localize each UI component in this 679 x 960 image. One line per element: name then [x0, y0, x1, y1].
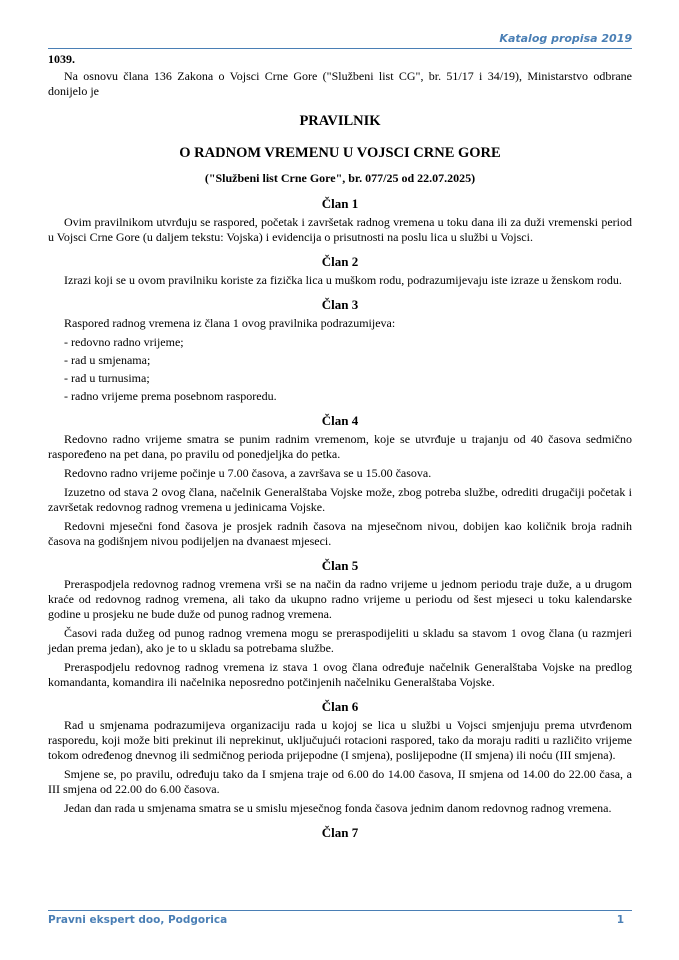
article-paragraph: Preraspodjelu redovnog radnog vremena iz stava 1 ovog člana određuje načelnik Generalštaba Vojske na predlog komandanta, komandira ili načelnika neposredno potčinjenih načelniku Generalštaba Vojske. — [48, 660, 632, 689]
article-heading: Član 1 — [321, 196, 359, 211]
article-paragraph: Smjene se, po pravilu, određuju tako da I smjena traje od 6.00 do 14.00 časova, II smjena od 14.00 do 22.00 časa, a III smjena od 22.00 do 6.00 časova. — [48, 767, 632, 796]
preamble: Na osnovu člana 136 Zakona o Vojsci Crne Gore ("Službeni list CG", br. 51/17 i 34/19), Ministarstvo odbrane donijelo je — [48, 69, 632, 98]
list-item: - rad u smjenama; — [64, 353, 151, 367]
article-paragraph: Ovim pravilnikom utvrđuju se raspored, početak i završetak radnog vremena u toku dana ili za duži vremenski period u Vojsci Crne Gore (u daljem tekstu: Vojska) i evidencija o prisutnosti na poslu lica u službi u Vojsci. — [48, 215, 632, 244]
article-paragraph: Časovi rada dužeg od punog radnog vremena mogu se preraspodijeliti u skladu sa stavom 1 ovog člana (u razmjeri jedan prema jedan), ako je to u skladu sa potrebama službe. — [48, 626, 632, 655]
article-paragraph: Redovno radno vrijeme počinje u 7.00 časova, a završava se u 15.00 časova. — [64, 466, 432, 480]
article-3 — [48, 297, 632, 404]
article-paragraph: Preraspodjela redovnog radnog vremena vrši se na način da radno vrijeme u jednom periodu traje duže, a u drugom kraće od redovnog radnog vremena, ali tako da ukupno radno vrijeme u periodu od šest mjeseci u toku kalendarske godine u prosjeku ne bude duže od punog radnog vremena. — [48, 577, 632, 621]
article-4 — [48, 413, 632, 549]
article-heading: Član 6 — [321, 699, 359, 714]
page-header — [48, 30, 632, 49]
article-heading: Član 2 — [321, 254, 359, 269]
document-subtitle: O RADNOM VREMENU U VOJSCI CRNE GORE — [179, 145, 501, 161]
article-heading: Član 3 — [321, 297, 359, 312]
article-heading: Član 4 — [321, 413, 359, 428]
article-6 — [48, 699, 632, 816]
list-item: - redovno radno vrijeme; — [64, 335, 184, 349]
document-body — [48, 52, 632, 844]
document-number: 1039. — [48, 52, 75, 66]
article-paragraph: Izuzetno od stava 2 ovog člana, načelnik Generalštaba Vojske može, zbog potreba službe, odrediti drugačiji početak i završetak redovnog radnog vremena u jedinicama Vojske. — [48, 485, 632, 514]
catalog-title: Katalog propisa 2019 — [499, 32, 632, 45]
article-heading: Član 5 — [321, 558, 359, 573]
article-paragraph: Izrazi koji se u ovom pravilniku koriste za fizička lica u muškom rodu, podrazumijevaju iste izraze u ženskom rodu. — [64, 273, 622, 287]
article-2 — [48, 254, 632, 288]
page-number: 1 — [616, 914, 624, 926]
list-item: - radno vrijeme prema posebnom rasporedu. — [64, 389, 277, 403]
article-paragraph: Jedan dan rada u smjenama smatra se u smislu mjesečnog fonda časova jednim danom redovnog radnog vremena. — [64, 801, 612, 815]
article-paragraph: Raspored radnog vremena iz člana 1 ovog pravilnika podrazumijeva: — [64, 316, 396, 330]
article-5 — [48, 558, 632, 690]
document-title: PRAVILNIK — [299, 113, 381, 129]
list-item: - rad u turnusima; — [64, 371, 150, 385]
article-paragraph: Redovno radno vrijeme smatra se punim radnim vremenom, koje se utvrđuje u trajanju od 40 časova sedmično raspoređeno na pet dana, po pravilu od ponedjeljka do petka. — [48, 432, 632, 461]
publisher-name: Pravni ekspert doo, Podgorica — [48, 914, 228, 926]
article-7 — [48, 825, 632, 840]
article-paragraph: Redovni mjesečni fond časova je prosjek radnih časova na mjesečnom nivou, dobijen kao količnik broja radnih časova na godišnjem nivou podijeljen na dvanaest mjeseci. — [48, 519, 632, 548]
gazette-reference: ("Službeni list Crne Gore", br. 077/25 od 22.07.2025) — [204, 171, 476, 185]
article-heading: Član 7 — [321, 825, 359, 840]
article-paragraph: Rad u smjenama podrazumijeva organizaciju rada u kojoj se lica u službi u Vojsci smjenjuju prema utvrđenom rasporedu, koji može biti prekinut ili neprekinut, uključujući rotacioni raspored, tako da moraju raditi u različito vrijeme tokom određenog dnevnog ili sedmičnog perioda prijepodne (I smjena), poslijepodne (II smjena) ili noću (III smjena). — [48, 718, 632, 762]
page-footer — [48, 910, 632, 933]
article-1 — [48, 196, 632, 245]
